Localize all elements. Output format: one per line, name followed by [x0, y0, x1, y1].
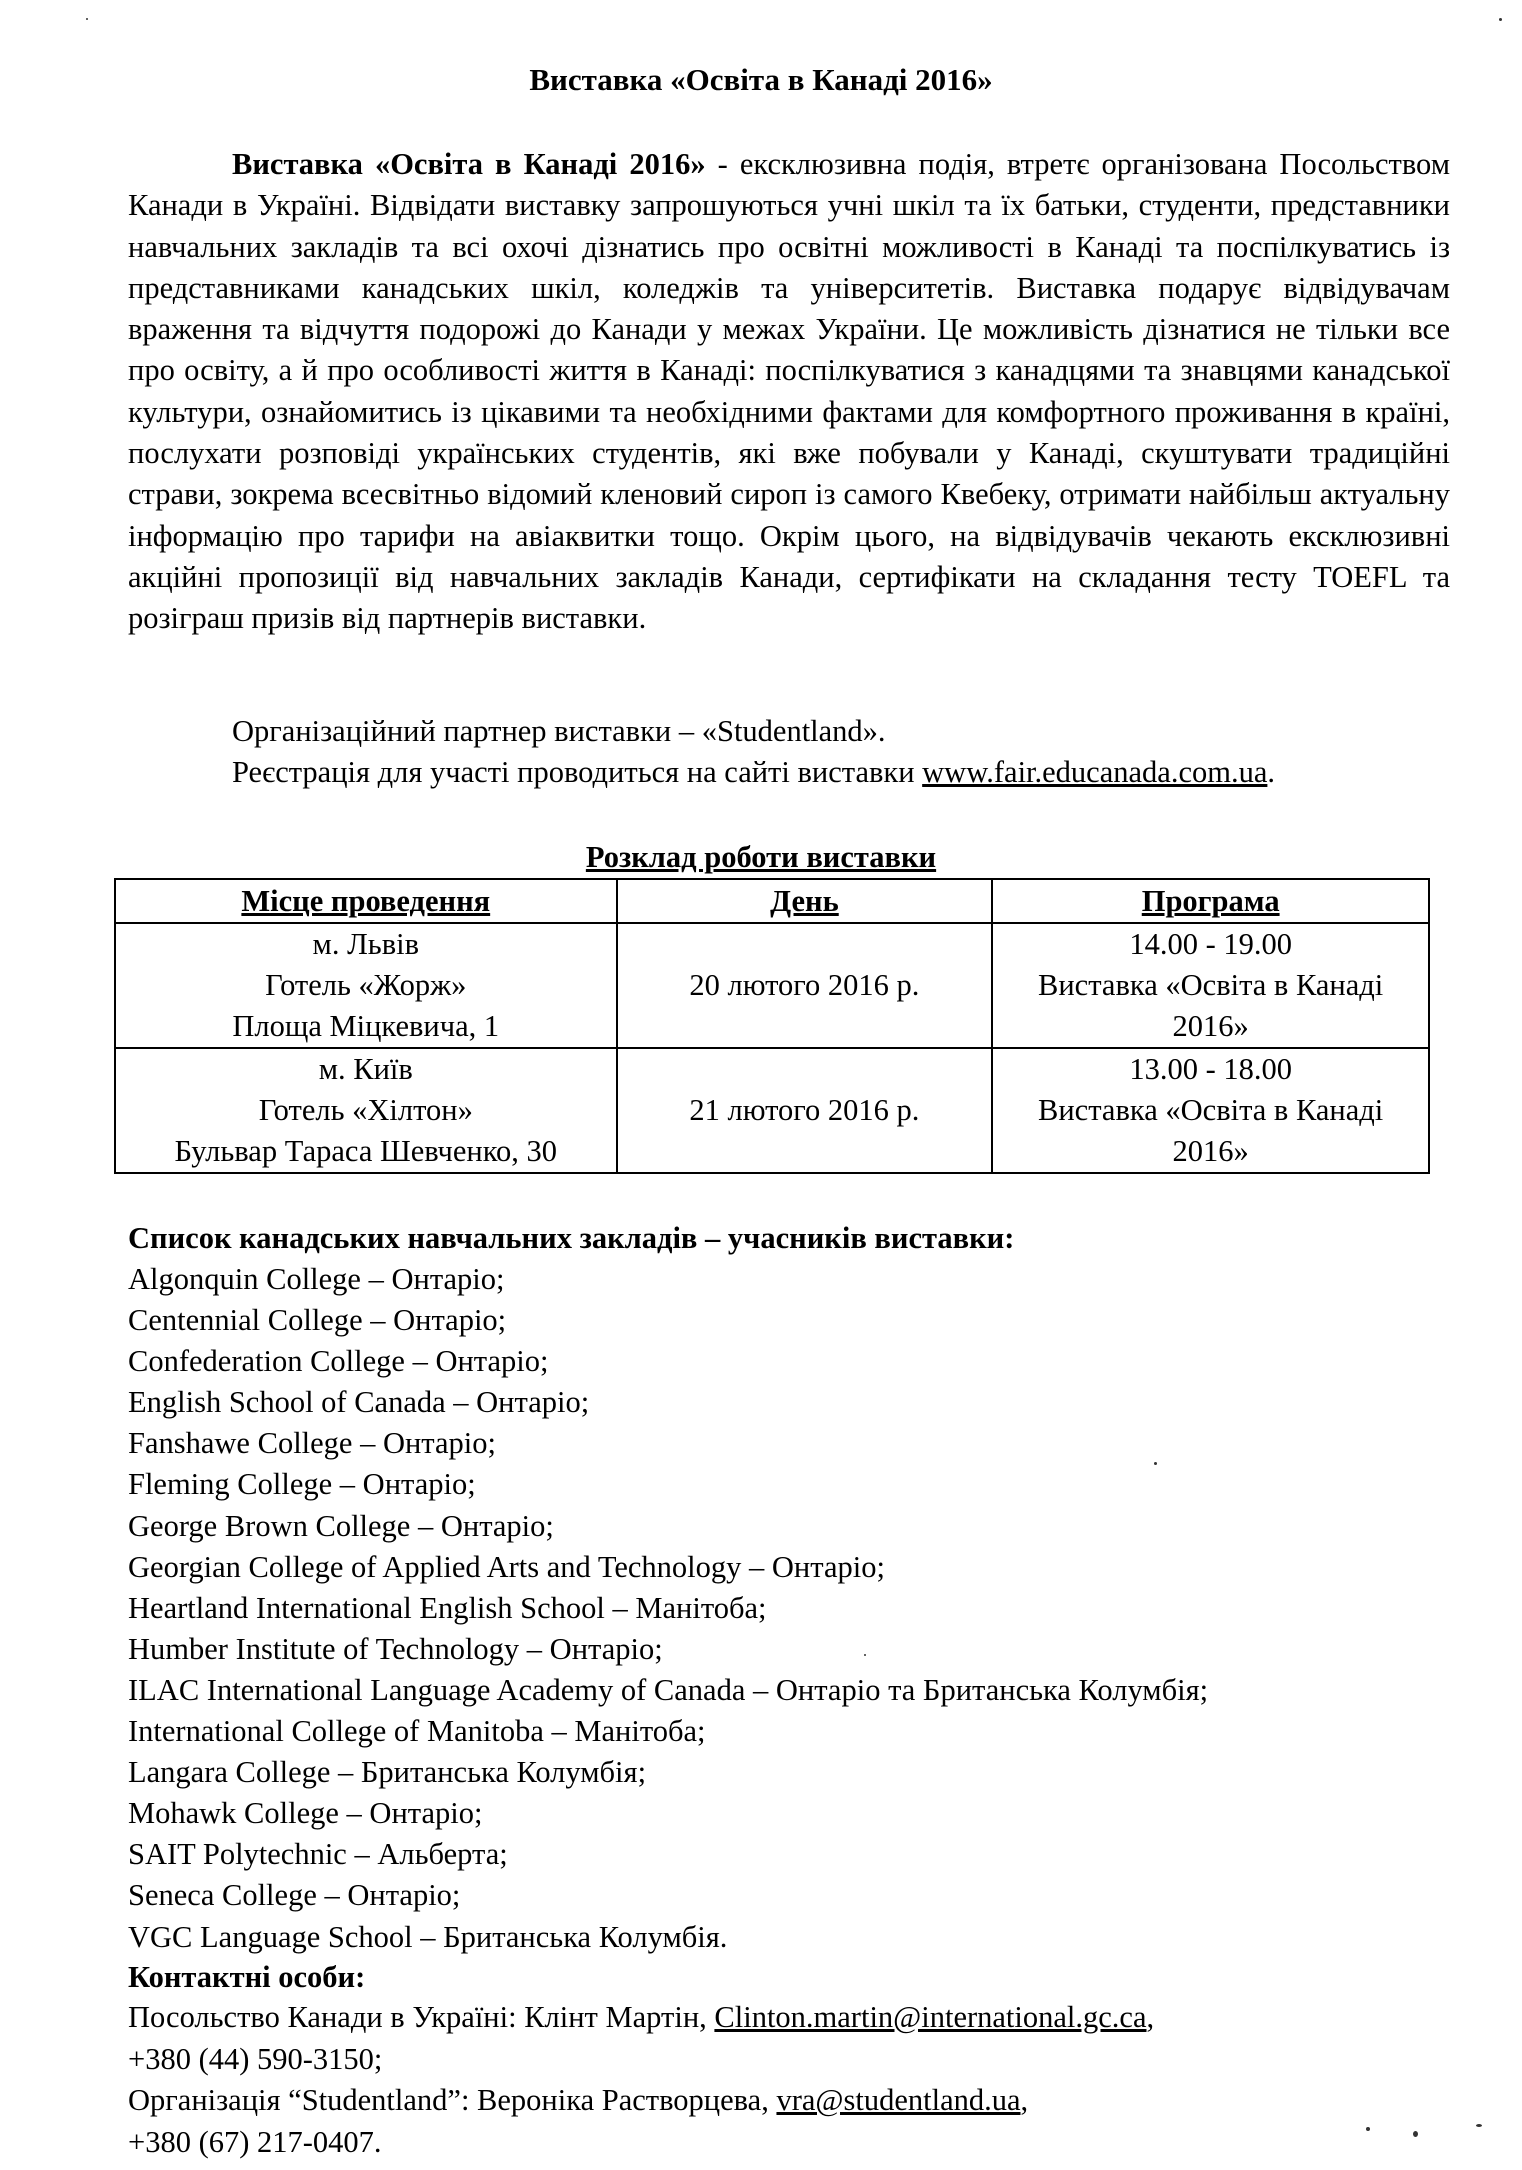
embassy-email-link[interactable]: Clinton.martin@international.gc.ca: [714, 2000, 1147, 2034]
scan-speck: [1413, 2131, 1418, 2137]
list-item: ILAC International Language Academy of Canada – Онтаріо та Британська Колумбія;: [128, 1672, 1209, 1707]
document-title: Виставка «Освіта в Канаді 2016»: [529, 62, 993, 97]
scan-speck: [1476, 2124, 1482, 2127]
scan-speck: [1499, 18, 1502, 21]
registration-end: .: [1267, 755, 1276, 789]
org-contact-line: Організація “Studentland”: Вероніка Растворцева, vra@studentland.ua,: [128, 2083, 1029, 2117]
place-cell: м. Львів Готель «Жорж» Площа Міцкевича, 1: [115, 923, 617, 1048]
table-row: [115, 1048, 1429, 1173]
list-item: Seneca College – Онтаріо;: [128, 1878, 461, 1913]
header-day: День: [617, 879, 993, 923]
list-item: Mohawk College – Онтаріо;: [128, 1796, 483, 1831]
intro-bold-lead: Виставка «Освіта в Канаді 2016»: [232, 147, 706, 181]
list-item: Algonquin College – Онтаріо;: [128, 1262, 505, 1296]
list-item: Centennial College – Онтаріо;: [128, 1303, 507, 1338]
list-item: VGC Language School – Британська Колумбія.: [128, 1919, 728, 1954]
list-item: Confederation College – Онтаріо;: [128, 1344, 549, 1379]
embassy-contact-line: Посольство Канади в Україні: Клінт Мартін, Clinton.martin@international.gc.ca,: [128, 2000, 1155, 2034]
list-item: SAIT Polytechnic – Альберта;: [128, 1837, 508, 1872]
org-phone: +380 (67) 217-0407.: [128, 2124, 382, 2159]
intro-paragraph: [128, 144, 1450, 640]
schedule-title: Розклад роботи виставки: [585, 840, 937, 874]
org-email-link[interactable]: vra@studentland.ua: [776, 2083, 1021, 2117]
scan-speck: [864, 1654, 866, 1656]
list-item: Fleming College – Онтаріо;: [128, 1467, 476, 1502]
header-program: Програма: [992, 879, 1429, 923]
program-cell: 14.00 - 19.00 Виставка «Освіта в Канаді 2016»: [992, 923, 1429, 1048]
registration-text: Реєстрація для участі проводиться на сайті виставки: [232, 755, 923, 789]
list-item: Heartland International English School – Манітоба;: [128, 1590, 767, 1625]
intro-text: - ексклюзивна подія, втретє організована Посольством Канади в Україні. Відвідати виставку запрошуються учні шкіл та їх батьки, студенти, представники навчальних закладів та всі охочі дізнатись про освітні можливості в Канаді та поспілкуватись із представниками канадських шкіл, коледжів та університетів. Виставка подарує відвідувачам враження та відчуття подорожі до Канади у межах України. Це можливість дізнатися не тільки все про освіту, а й про особливості життя в Канаді: поспілкуватися з канадцями та знавцями канадської культури, ознайомитись із цікавими та необхідними фактами для комфортного проживання в країні, послухати розповіді українських студентів, які вже побували у Канаді, скуштувати традиційні страви, зокрема всесвітньо відомий кленовий сироп із самого Квебеку, отримати найбільш актуальну інформацію про тарифи на авіаквитки тощо. Окрім цього, на відвідувачів чекають ексклюзивні акційні пропозиції від навчальних закладів Канади, сертифікати на складання тесту TOEFL та розіграш призів від партнерів виставки.: [128, 147, 1450, 636]
contacts-heading: Контактні особи:: [128, 1960, 366, 1994]
scan-speck: [86, 18, 88, 20]
list-item: Fanshawe College – Онтаріо;: [128, 1426, 496, 1461]
list-item: English School of Canada – Онтаріо;: [128, 1385, 590, 1420]
scan-speck: [1154, 1462, 1157, 1465]
participants-list: [128, 1259, 1208, 1958]
registration-line: [232, 752, 1275, 792]
list-item: Langara College – Британська Колумбія;: [128, 1755, 647, 1790]
list-item: Humber Institute of Technology – Онтаріо;: [128, 1631, 663, 1666]
day-cell: 21 лютого 2016 р.: [617, 1048, 993, 1173]
partner-line: Організаційний партнер виставки – «Studentland».: [232, 714, 886, 748]
schedule-header-row: [115, 879, 1429, 923]
list-item: Georgian College of Applied Arts and Technology – Онтаріо;: [128, 1549, 885, 1584]
list-item: George Brown College – Онтаріо;: [128, 1508, 554, 1543]
place-cell: м. Київ Готель «Хілтон» Бульвар Тараса Шевченко, 30: [115, 1048, 617, 1173]
program-cell: 13.00 - 18.00 Виставка «Освіта в Канаді 2016»: [992, 1048, 1429, 1173]
participants-heading: Список канадських навчальних закладів – учасників виставки:: [128, 1221, 1015, 1255]
contacts-block: [128, 1997, 1154, 2163]
embassy-phone: +380 (44) 590-3150;: [128, 2041, 383, 2076]
table-row: [115, 923, 1429, 1048]
header-place: Місце проведення: [115, 879, 617, 923]
schedule-table: [114, 878, 1430, 1174]
registration-link[interactable]: www.fair.educanada.com.ua: [922, 755, 1268, 789]
list-item: International College of Manitoba – Манітоба;: [128, 1714, 706, 1749]
day-cell: 20 лютого 2016 р.: [617, 923, 993, 1048]
scan-speck: [1366, 2127, 1370, 2131]
